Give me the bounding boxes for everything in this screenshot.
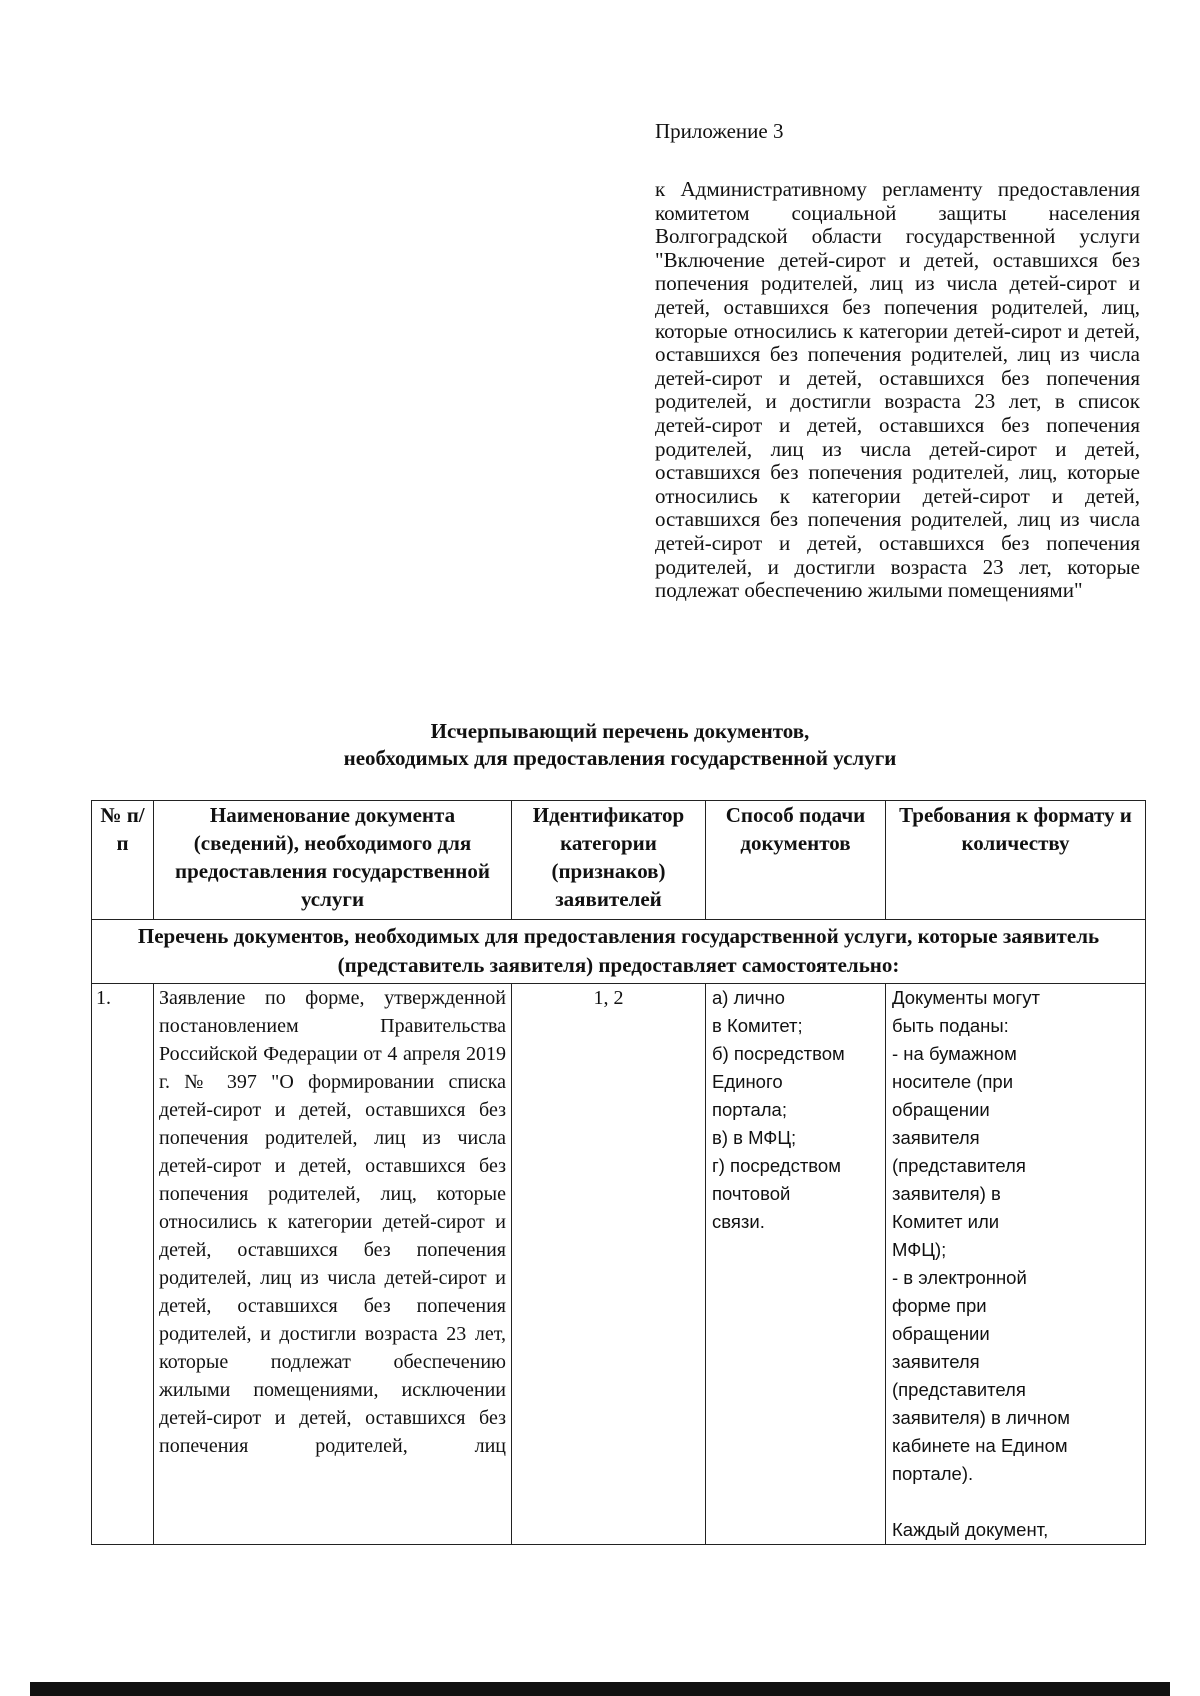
requirement-line: Каждый документ, <box>892 1519 1049 1540</box>
requirement-line: (представителя <box>892 1155 1026 1176</box>
requirement-line: кабинете на Едином <box>892 1435 1068 1456</box>
row-submission-method <box>706 984 886 1545</box>
method-line: а) лично <box>712 987 785 1008</box>
requirement-line: быть поданы: <box>892 1015 1009 1036</box>
requirement-line: обращении <box>892 1323 990 1344</box>
section-title: Перечень документов, необходимых для предоставления государственной услуги, которые заявитель (представитель заявителя) предоставляет самостоятельно: <box>92 920 1146 984</box>
requirement-line: - в электронной <box>892 1267 1027 1288</box>
row-document-name: Заявление по форме, утвержденной постановлением Правительства Российской Федерации от 4 апреля 2019 г. № 397 "О формировании списка детей-сирот и детей, оставшихся без попечения родителей, лиц из числа детей-сирот и детей, оставшихся без попечения родителей, лиц, которые относились к категории детей-сирот и детей, оставшихся без попечения родителей, лиц из числа детей-сирот и детей, оставшихся без попечения родителей, и достигли возраста 23 лет, которые подлежат обеспечению жилыми помещениями, исключении детей-сирот и детей, оставшихся без попечения родителей, лиц <box>154 984 512 1545</box>
document-heading <box>200 718 1040 772</box>
method-line: г) посредством <box>712 1155 841 1176</box>
requirement-line: заявителя <box>892 1127 980 1148</box>
header-requirements: Требования к формату и количеству <box>886 801 1146 920</box>
requirement-line: (представителя <box>892 1379 1026 1400</box>
method-line: б) посредством <box>712 1043 845 1064</box>
appendix-text: к Административному регламенту предоставления комитетом социальной защиты населения Волгоградской области государственной услуги "Включение детей-сирот и детей, оставшихся без попечения родителей, лиц из числа детей-сирот и детей, оставшихся без попечения родителей, лиц, которые относились к категории детей-сирот и детей, оставшихся без попечения родителей, лиц из числа детей-сирот и детей, оставшихся без попечения родителей, и достигли возраста 23 лет, в список детей-сирот и детей, оставшихся без попечения родителей, лиц из числа детей-сирот и детей, оставшихся без попечения родителей, лиц, которые относились к категории детей-сирот и детей, оставшихся без попечения родителей, лиц из числа детей-сирот и детей, оставшихся без попечения родителей, и достигли возраста 23 лет, которые подлежат обеспечению жилыми помещениями" <box>655 177 1140 603</box>
requirement-line: - на бумажном <box>892 1043 1017 1064</box>
header-submission-method: Способ подачи документов <box>706 801 886 920</box>
table-row <box>92 984 1146 1545</box>
requirement-spacer <box>892 1488 1139 1516</box>
method-line: в Комитет; <box>712 1015 803 1036</box>
row-identifier: 1, 2 <box>512 984 706 1545</box>
method-line: почтовой <box>712 1183 791 1204</box>
method-line: портала; <box>712 1099 787 1120</box>
documents-table <box>91 800 1146 1545</box>
requirement-line: Документы могут <box>892 987 1040 1008</box>
section-row <box>92 920 1146 984</box>
heading-line-2: необходимых для предоставления государственной услуги <box>343 746 897 770</box>
requirement-line: обращении <box>892 1099 990 1120</box>
requirement-line: заявителя) в <box>892 1183 1001 1204</box>
requirement-line: заявителя <box>892 1351 980 1372</box>
header-document-name: Наименование документа (сведений), необходимого для предоставления государственной услуги <box>154 801 512 920</box>
header-identifier: Идентификатор категории (признаков) заявителей <box>512 801 706 920</box>
heading-line-1: Исчерпывающий перечень документов, <box>430 719 810 743</box>
scan-bottom-edge <box>30 1682 1170 1696</box>
row-requirements <box>886 984 1146 1545</box>
table-header-row <box>92 801 1146 920</box>
requirement-line: портале). <box>892 1463 974 1484</box>
requirement-line: МФЦ); <box>892 1239 947 1260</box>
method-line: Единого <box>712 1071 783 1092</box>
requirement-line: форме при <box>892 1295 987 1316</box>
appendix-title: Приложение 3 <box>655 119 784 143</box>
header-number: № п/п <box>92 801 154 920</box>
requirement-line: Комитет или <box>892 1211 1000 1232</box>
method-line: связи. <box>712 1211 765 1232</box>
requirement-line: носителе (при <box>892 1071 1014 1092</box>
requirement-line: заявителя) в личном <box>892 1407 1070 1428</box>
method-line: в) в МФЦ; <box>712 1127 797 1148</box>
row-number: 1. <box>92 984 154 1545</box>
